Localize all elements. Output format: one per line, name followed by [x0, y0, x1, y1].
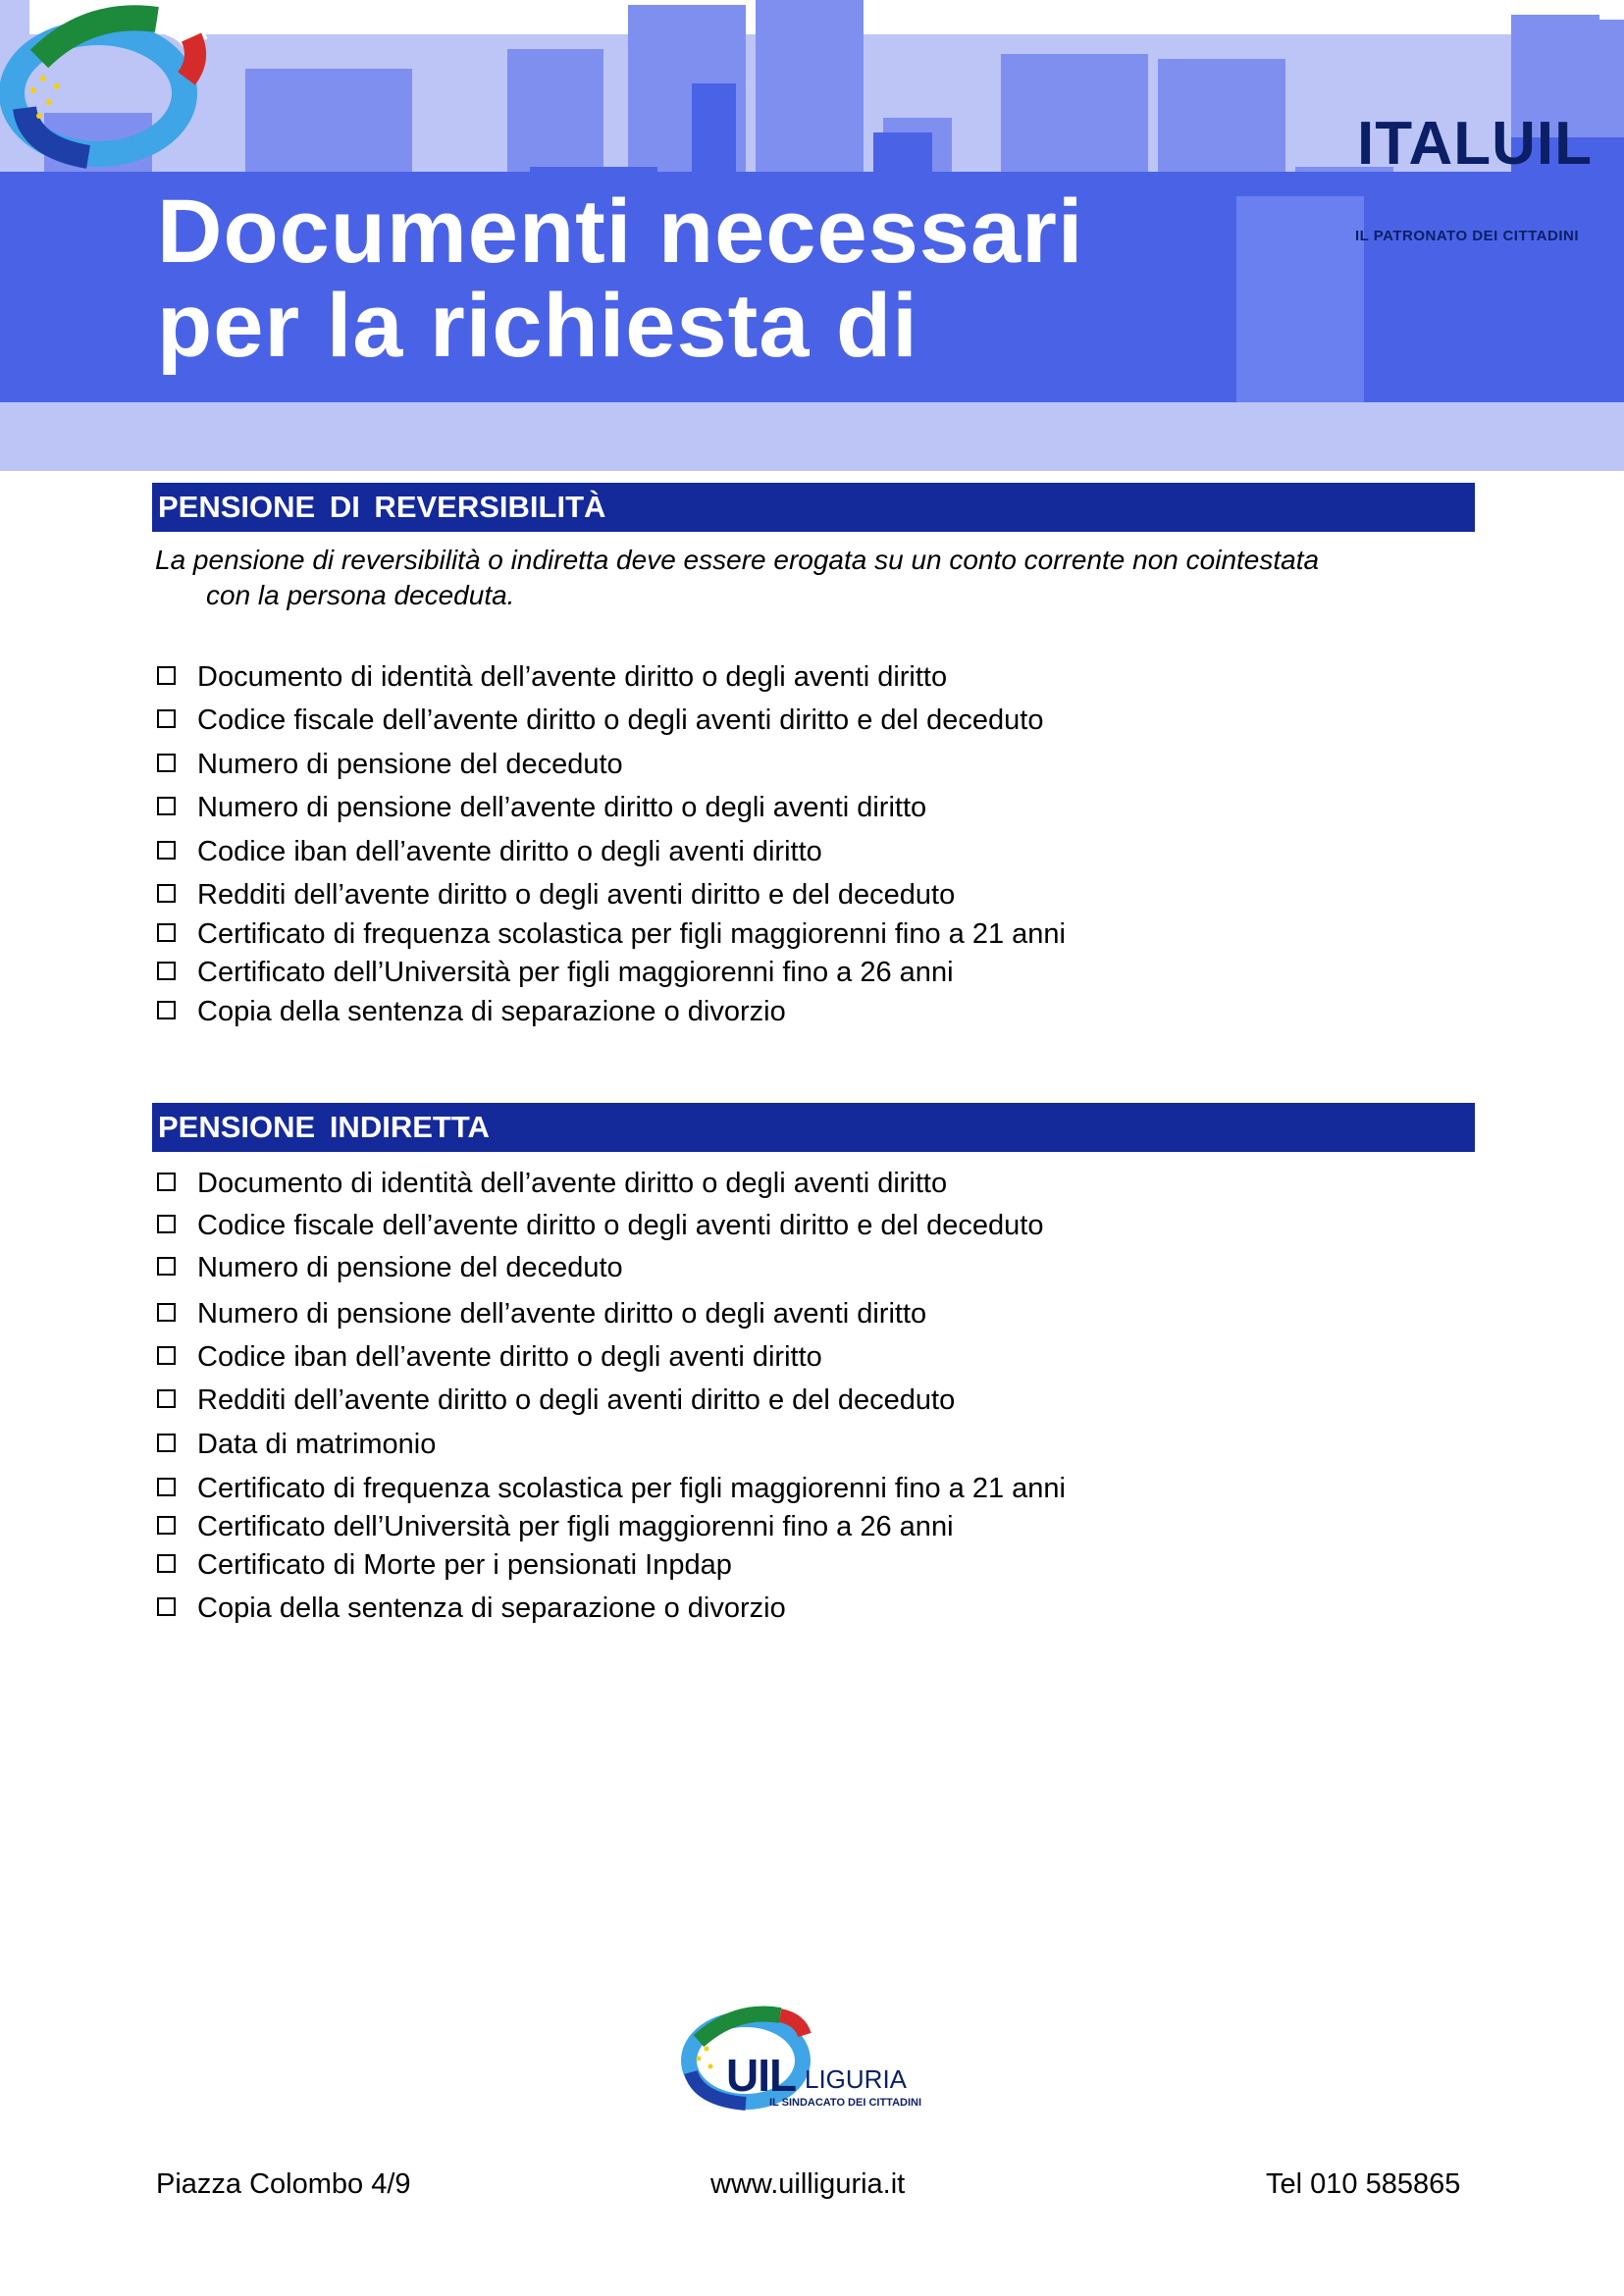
italuil-logo	[0, 0, 324, 216]
uil-logo-region: LIGURIA	[805, 2064, 908, 2094]
checklist-item	[157, 1427, 436, 1462]
checkbox-icon[interactable]	[157, 1346, 176, 1365]
checklist-item	[157, 1208, 1043, 1243]
checklist-item-label: Data di matrimonio	[197, 1429, 437, 1460]
checkbox-icon[interactable]	[157, 962, 176, 980]
checklist-item	[157, 834, 822, 869]
checklist-item-label: Certificato di frequenza scolastica per figli maggiorenni fino a 21 anni	[197, 918, 1066, 950]
checklist-item	[157, 877, 955, 913]
checklist-item-label: Numero di pensione del deceduto	[197, 749, 623, 780]
checklist-item	[157, 747, 623, 782]
checklist-item	[157, 659, 947, 695]
checklist-item	[157, 916, 1066, 952]
checklist-item	[157, 1591, 786, 1626]
title-line-2: per la richiesta di	[157, 276, 918, 376]
checklist-item-label: Numero di pensione del deceduto	[197, 1252, 623, 1283]
checklist-item-label: Codice fiscale dell’avente diritto o degli aventi diritto e del deceduto	[197, 704, 1044, 736]
italuil-logo-tagline: IL PATRONATO DEI CITTADINI	[1355, 228, 1579, 244]
checklist-item	[157, 1339, 822, 1375]
footer-phone: Tel 010 585865	[1266, 2168, 1461, 2200]
section-heading-reversibilita: PENSIONE DI REVERSIBILITÀ	[152, 483, 1475, 532]
checkbox-icon[interactable]	[157, 841, 176, 860]
intro-line-2: con la persona deceduta.	[206, 580, 515, 610]
checklist-item	[157, 1509, 954, 1544]
checkbox-icon[interactable]	[157, 1554, 176, 1573]
section-heading-indiretta: PENSIONE INDIRETTA	[152, 1103, 1475, 1152]
checkbox-icon[interactable]	[157, 923, 176, 942]
checklist-item	[157, 1250, 623, 1285]
checkbox-icon[interactable]	[157, 1434, 176, 1452]
header-banner	[0, 0, 1624, 471]
checklist-item-label: Codice iban dell’avente diritto o degli aventi diritto	[197, 1341, 822, 1373]
uil-logo-wordmark: UIL	[726, 2050, 797, 2101]
checklist-item-label: Certificato dell’Università per figli maggiorenni fino a 26 anni	[197, 957, 954, 988]
checklist-item	[157, 1471, 1066, 1506]
italuil-logo-wordmark: ITALUIL	[1357, 110, 1594, 178]
checklist-item-label: Certificato dell’Università per figli maggiorenni fino a 26 anni	[197, 1511, 954, 1542]
checklist-item-label: Numero di pensione dell’avente diritto o degli aventi diritto	[197, 792, 927, 823]
checklist-item	[157, 1383, 955, 1418]
checklist-item-label: Redditi dell’avente diritto o degli aventi diritto e del deceduto	[197, 1384, 956, 1416]
checklist-item-label: Certificato di Morte per i pensionati Inpdap	[197, 1549, 732, 1581]
checklist-item-label: Numero di pensione dell’avente diritto o degli aventi diritto	[197, 1298, 927, 1330]
checklist-item-label: Codice fiscale dell’avente diritto o degli aventi diritto e del deceduto	[197, 1210, 1044, 1241]
checkbox-icon[interactable]	[157, 884, 176, 903]
checkbox-icon[interactable]	[157, 1478, 176, 1496]
checklist-item-label: Documento di identità dell’avente diritto o degli aventi diritto	[197, 661, 948, 693]
checkbox-icon[interactable]	[157, 1389, 176, 1408]
checkbox-icon[interactable]	[157, 797, 176, 815]
checklist-item	[157, 1296, 926, 1331]
checkbox-icon[interactable]	[157, 1215, 176, 1233]
checkbox-icon[interactable]	[157, 1516, 176, 1535]
checkbox-icon[interactable]	[157, 1001, 176, 1019]
checklist-item	[157, 994, 786, 1029]
checklist-item-label: Certificato di frequenza scolastica per figli maggiorenni fino a 21 anni	[197, 1473, 1066, 1504]
footer-address: Piazza Colombo 4/9	[156, 2168, 411, 2200]
checkbox-icon[interactable]	[157, 1257, 176, 1276]
checklist-item	[157, 1547, 732, 1583]
checklist-item	[157, 955, 954, 990]
checklist-item-label: Copia della sentenza di separazione o divorzio	[197, 1592, 786, 1624]
footer-website-link[interactable]: www.uilliguria.it	[710, 2168, 906, 2200]
intro-line-1: La pensione di reversibilità o indiretta deve essere erogata su un conto corrente non cointestata	[155, 545, 1320, 575]
checkbox-icon[interactable]	[157, 1597, 176, 1616]
checklist-item-label: Redditi dell’avente diritto o degli aventi diritto e del deceduto	[197, 879, 956, 911]
checklist-item	[157, 790, 926, 825]
checklist-item	[157, 1166, 947, 1201]
uil-logo-tagline: IL SINDACATO DEI CITTADINI	[769, 2097, 922, 2109]
checklist-item-label: Codice iban dell’avente diritto o degli aventi diritto	[197, 836, 822, 867]
checklist-item-label: Copia della sentenza di separazione o divorzio	[197, 996, 786, 1027]
checkbox-icon[interactable]	[157, 1173, 176, 1191]
checkbox-icon[interactable]	[157, 754, 176, 772]
checklist-item	[157, 703, 1043, 738]
section-intro	[155, 543, 1480, 613]
checklist-item-label: Documento di identità dell’avente diritto o degli aventi diritto	[197, 1168, 948, 1199]
title-line-1: Documenti necessari	[157, 182, 1084, 282]
checkbox-icon[interactable]	[157, 1303, 176, 1322]
checkbox-icon[interactable]	[157, 709, 176, 728]
checkbox-icon[interactable]	[157, 666, 176, 685]
